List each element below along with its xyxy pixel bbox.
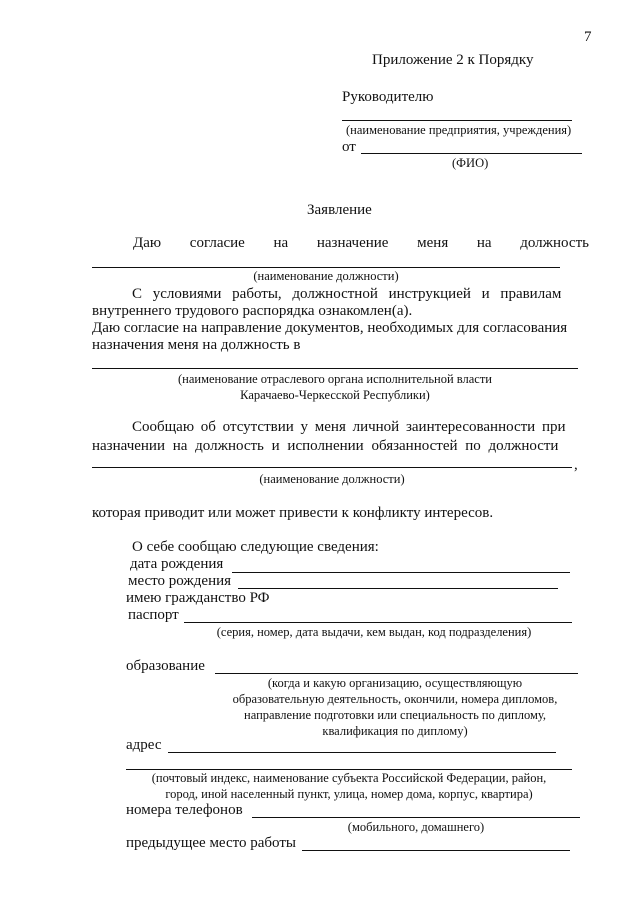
addressee-label: Руководителю (342, 89, 434, 105)
consent-word: на (273, 235, 289, 251)
familiar-line-1: С условиями работы, должностной инструкцией и правилам (132, 286, 562, 302)
address-line-2[interactable] (126, 769, 572, 770)
address-label: адрес (126, 737, 162, 753)
appendix-label: Приложение 2 к Порядку (372, 52, 534, 68)
consent-word: назначение (316, 235, 389, 251)
address-hint-2: город, иной населенный пункт, улица, номер дома, корпус, квартира) (165, 787, 533, 801)
citizenship-label: имею гражданство РФ (126, 590, 270, 606)
position-line-2 (92, 467, 572, 468)
document-title: Заявление (307, 202, 372, 218)
education-label: образование (126, 658, 205, 674)
org-name-hint: (наименование предприятия, учреждения) (346, 123, 572, 137)
consent-word: должность (520, 235, 589, 251)
previous-job-line[interactable] (302, 850, 570, 851)
page-number: 7 (584, 29, 592, 45)
org-name-line (342, 120, 572, 121)
organ-hint-2: Карачаево-Черкесской Республики) (240, 388, 430, 402)
birth-date-line[interactable] (232, 572, 570, 573)
organ-hint-1: (наименование отраслевого органа исполнительной власти (177, 372, 492, 386)
phones-hint: (мобильного, домашнего) (347, 820, 485, 834)
passport-label: паспорт (128, 607, 179, 623)
position-hint-2: (наименование должности) (259, 472, 405, 486)
consent-word: Даю (133, 235, 162, 251)
consent-word: согласие (189, 235, 245, 251)
comma-mark: , (574, 457, 578, 473)
docs-line-1: Даю согласие на направление документов, необходимых для согласования (92, 320, 568, 336)
consent-word: меня (417, 235, 449, 251)
consent-word: на (476, 235, 492, 251)
familiar-line-2: внутреннего трудового распорядка ознакомлен(а). (92, 303, 413, 319)
address-line-1[interactable] (168, 752, 556, 753)
birth-date-label: дата рождения (130, 556, 224, 572)
phones-label: номера телефонов (126, 802, 243, 818)
education-hint-2: образовательную деятельность, окончили, номера дипломов, (232, 692, 558, 706)
consent-sentence (133, 236, 589, 251)
interest-line-2: назначении на должность и исполнении обязанностей по должности (92, 438, 559, 454)
from-label: от (342, 139, 356, 155)
fio-hint: (ФИО) (452, 156, 489, 170)
previous-job-label: предыдущее место работы (126, 835, 296, 851)
conflict-line: которая приводит или может привести к конфликту интересов. (92, 505, 494, 521)
birth-place-line[interactable] (238, 588, 558, 589)
fio-line (361, 153, 582, 154)
position-hint-1: (наименование должности) (253, 269, 399, 283)
docs-line-2: назначения меня на должность в (92, 337, 301, 353)
education-hint-1: (когда и какую организацию, осуществляющую (267, 676, 523, 690)
birth-place-label: место рождения (128, 573, 232, 589)
passport-line[interactable] (184, 622, 572, 623)
position-line-1 (92, 267, 560, 268)
education-hint-3: направление подготовки или специальность по диплому, (244, 708, 546, 722)
passport-hint: (серия, номер, дата выдачи, кем выдан, код подразделения) (216, 625, 532, 639)
education-line[interactable] (215, 673, 578, 674)
organ-line (92, 368, 578, 369)
education-hint-4: квалификация по диплому) (322, 724, 468, 738)
info-intro: О себе сообщаю следующие сведения: (132, 539, 379, 555)
interest-line-1: Сообщаю об отсутствии у меня личной заинтересованности при (132, 419, 566, 435)
address-hint-1: (почтовый индекс, наименование субъекта Российской Федерации, район, (151, 771, 547, 785)
phones-line[interactable] (252, 817, 580, 818)
